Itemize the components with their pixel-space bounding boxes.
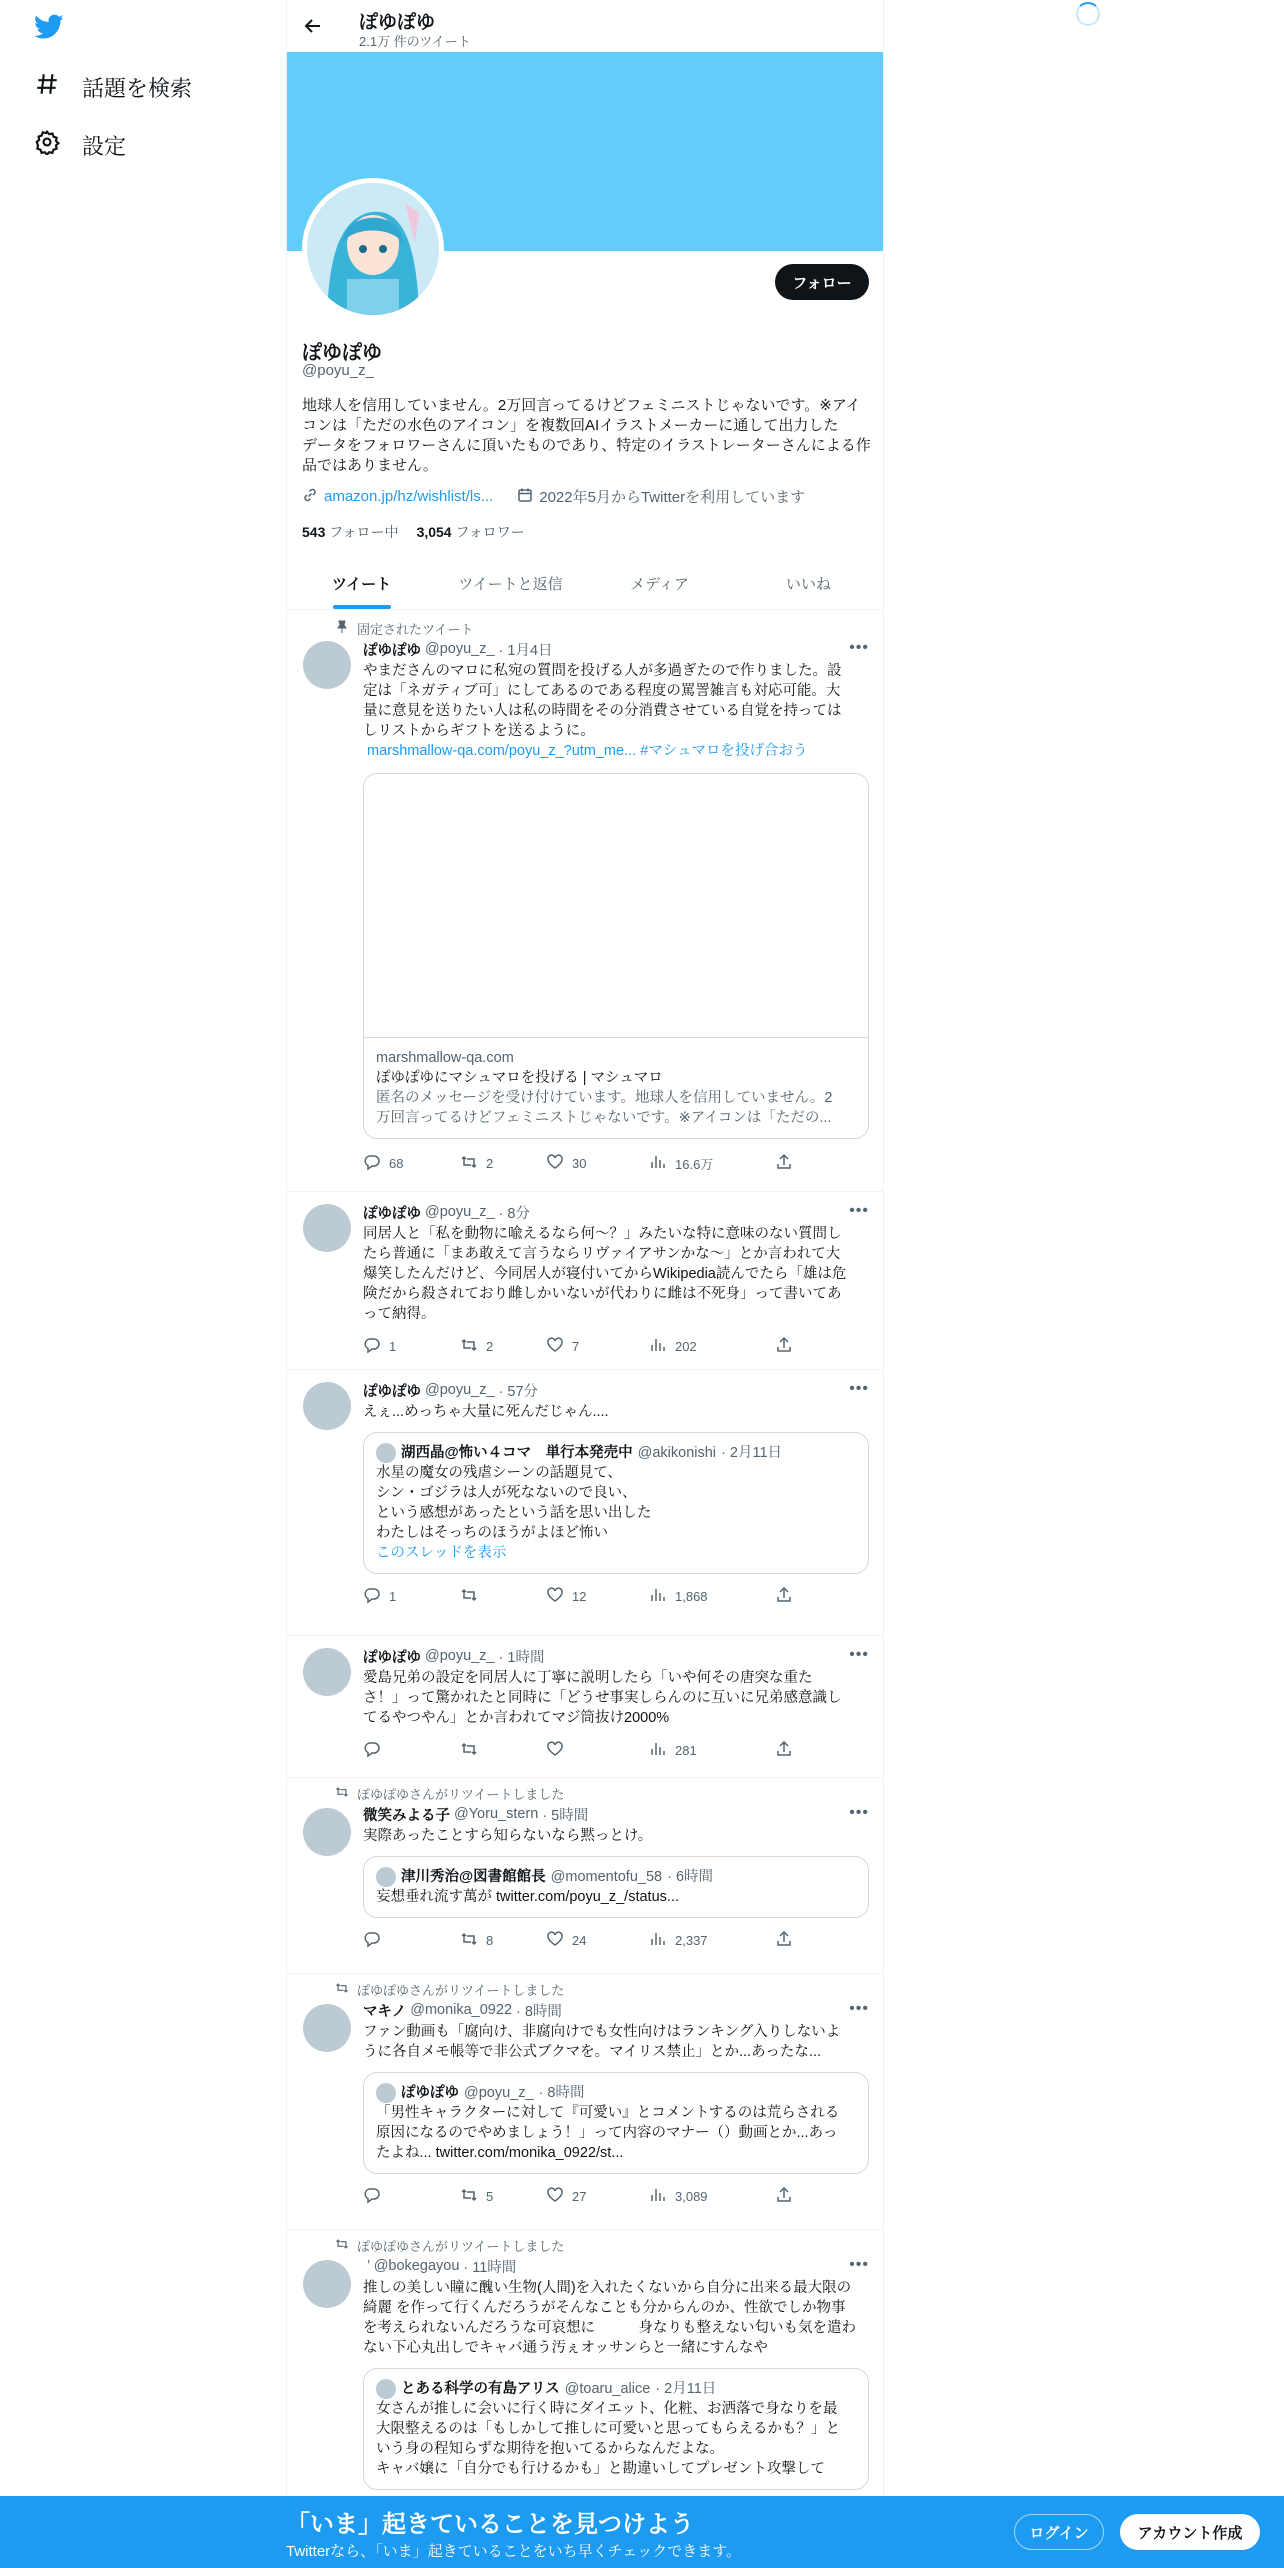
tweet-actions bbox=[363, 1930, 869, 1950]
reply-icon bbox=[363, 1586, 381, 1607]
tweet-actions bbox=[363, 1740, 869, 1760]
following-label: フォロー中 bbox=[329, 524, 399, 540]
follow-button[interactable]: フォロー bbox=[775, 264, 869, 300]
more-icon[interactable]: ••• bbox=[849, 1804, 869, 1821]
reply-button[interactable]: 1 bbox=[363, 1586, 460, 1607]
login-button[interactable]: ログイン bbox=[1014, 2514, 1104, 2550]
share-button[interactable] bbox=[775, 1153, 793, 1174]
retweet-button[interactable]: 8 bbox=[460, 1930, 546, 1951]
tweet-links[interactable]: marshmallow-qa.com/poyu_z_?utm_me... #マシュマロを投げ合おう bbox=[367, 743, 808, 759]
share-button[interactable] bbox=[775, 1930, 793, 1951]
avatar bbox=[376, 1443, 396, 1463]
quote-line: という感想があったという話を思い出した bbox=[376, 1505, 652, 1521]
quote-author-handle: @momentofu_58 bbox=[550, 1869, 663, 1885]
tweet[interactable] bbox=[287, 1778, 883, 1974]
tweet-author-handle[interactable]: @monika_0922 bbox=[410, 2002, 513, 2018]
reply-button[interactable] bbox=[363, 2186, 460, 2207]
tweet-author-handle[interactable]: @Yoru_stern bbox=[454, 1806, 539, 1822]
quote-author-name: とある科学の有島アリス bbox=[401, 2381, 560, 2397]
following-link[interactable] bbox=[302, 522, 399, 542]
pin-icon bbox=[335, 620, 349, 637]
reply-icon bbox=[363, 1153, 381, 1174]
show-thread-link[interactable]: このスレッドを表示 bbox=[376, 1545, 507, 1561]
quote-line: 大限整えるのは「もしかして推しに可愛いと思ってもらえるかも？」と bbox=[376, 2421, 840, 2437]
retweet-icon bbox=[460, 2186, 478, 2207]
quote-author-handle: @akikonishi bbox=[637, 1445, 717, 1461]
quote-line: 水星の魔女の残虐シーンの話題見て、 bbox=[376, 1465, 622, 1481]
like-button[interactable]: 27 bbox=[546, 2186, 649, 2207]
more-icon[interactable]: ••• bbox=[849, 1202, 869, 1219]
followers-label: フォロワー bbox=[455, 524, 525, 540]
profile-joined-date: 2022年5月からTwitterを利用しています bbox=[539, 489, 806, 506]
tweet-text: 実際あったことすら知らないなら黙っとけ。 bbox=[363, 1828, 653, 1844]
link-card-image bbox=[364, 774, 868, 1038]
tweet-author-handle[interactable]: ’ @bokegayou bbox=[367, 2258, 460, 2274]
quoted-tweet[interactable] bbox=[363, 2368, 869, 2490]
signup-bottom-bar bbox=[0, 2496, 1284, 2568]
reply-button[interactable]: 68 bbox=[363, 1153, 460, 1174]
quote-line: 「男性キャラクターに対して『可愛い』とコメントするのは荒らされる bbox=[376, 2105, 840, 2121]
avatar[interactable] bbox=[303, 1808, 351, 1856]
nav-explore-label: 話題を検索 bbox=[82, 75, 193, 101]
tweet-author-name[interactable]: ぽゆぽゆ bbox=[363, 1383, 421, 1400]
quoted-tweet[interactable] bbox=[363, 1856, 869, 1918]
followers-count: 3,054 bbox=[416, 524, 452, 540]
tweet-text: やまださんのマロに私宛の質問を投げる人が多過ぎたので作りました。設 定は「ネガティブ可」にしてあるのである程度の罵詈雑言も対応可能。大 量に意見を送りたい人は私の時間をその分消費させている自覚を持っては しリストからギフトを送るように。 marshmallow-qa.com/poyu_z_?utm_me... #マシュマロを投げ合おう bbox=[363, 661, 869, 761]
retweet-context bbox=[335, 2236, 564, 2255]
retweet-icon bbox=[460, 1586, 478, 1607]
more-icon[interactable]: ••• bbox=[849, 1646, 869, 1663]
heart-icon bbox=[546, 1153, 564, 1174]
tweet-time[interactable]: · 8時間 bbox=[516, 2003, 562, 2020]
back-arrow-icon[interactable] bbox=[303, 16, 323, 41]
tab-media[interactable]: メディア bbox=[630, 576, 689, 593]
more-icon[interactable]: ••• bbox=[849, 1380, 869, 1397]
heart-icon bbox=[546, 1930, 564, 1951]
profile-avatar[interactable] bbox=[302, 178, 444, 320]
heart-icon bbox=[546, 1586, 564, 1607]
quote-time: · 2月11日 bbox=[655, 2381, 717, 2397]
quote-author-name: 湖西晶@怖い４コマ 単行本発売中 bbox=[401, 1445, 633, 1461]
tweet[interactable] bbox=[287, 1636, 883, 1778]
tweet-actions bbox=[363, 1586, 869, 1606]
nav-explore[interactable] bbox=[34, 67, 192, 107]
profile-website-link[interactable]: amazon.jp/hz/wishlist/ls... bbox=[324, 488, 494, 505]
more-icon[interactable]: ••• bbox=[849, 2000, 869, 2017]
pinned-label: 固定されたツイート bbox=[357, 622, 474, 637]
quote-time: · 6時間 bbox=[667, 1869, 714, 1885]
profile-bio bbox=[302, 396, 872, 476]
quote-line: キャバ嬢に「自分でも行けるかも」と勘違いしてプレゼント攻撃して bbox=[376, 2461, 825, 2477]
views-button[interactable]: 16.6万 bbox=[649, 1153, 775, 1174]
tab-tweets[interactable]: ツイート bbox=[287, 558, 436, 609]
tweet-time[interactable]: · 1時間 bbox=[498, 1649, 545, 1666]
quoted-tweet[interactable] bbox=[363, 1432, 869, 1574]
avatar bbox=[376, 1867, 396, 1887]
retweet-context bbox=[335, 1980, 564, 1999]
tweet-actions bbox=[363, 1336, 869, 1356]
quote-line: 女さんが推しに会いに行く時にダイエット、化粧、お洒落で身なりを最 bbox=[376, 2401, 838, 2417]
tweet-text: 愛島兄弟の設定を同居人に丁寧に説明したら「いや何その唐突な重た さ！」って驚かれたと同時に「どうせ事実しらんのに互いに兄弟感意識し てるやつやん」とか言われてマジ筒抜け2000% bbox=[363, 1670, 842, 1726]
retweet-context bbox=[335, 1784, 564, 1803]
loading-spinner-icon bbox=[1076, 2, 1100, 26]
tweet-author-handle[interactable]: @poyu_z_ bbox=[425, 1382, 495, 1398]
reply-icon bbox=[363, 1740, 381, 1761]
quote-line: 妄想垂れ流す萬が twitter.com/poyu_z_/status... bbox=[376, 1889, 679, 1905]
views-button[interactable]: 1,868 bbox=[649, 1586, 775, 1607]
link-card-desc: 万回言ってるけどフェミニストじゃないです。※アイコンは「ただの... bbox=[376, 1110, 832, 1126]
quote-author-name: ぽゆぽゆ bbox=[401, 2085, 459, 2101]
tweet-time[interactable]: · 8分 bbox=[498, 1205, 530, 1222]
like-button[interactable]: 24 bbox=[546, 1930, 649, 1951]
heart-icon bbox=[546, 1336, 564, 1357]
share-icon bbox=[775, 1153, 793, 1174]
retweet-context-label[interactable]: ぽゆぽゆさんがリツイートしました bbox=[357, 1787, 565, 1802]
retweet-button[interactable] bbox=[460, 1740, 546, 1761]
tweet-actions bbox=[363, 2186, 869, 2206]
gear-icon bbox=[34, 129, 60, 161]
nav-settings[interactable] bbox=[34, 125, 126, 165]
avatar[interactable] bbox=[303, 1204, 351, 1252]
tweet-time[interactable]: · 57分 bbox=[498, 1383, 539, 1400]
quote-author-handle: @toaru_alice bbox=[564, 2381, 651, 2397]
tweet-text: 推しの美しい瞳に醜い生物(人間)を入れたくないから自分に出来る最大限の 綺麗 を作って行くんだろうがそんなことも分からんのか、性欲でしか物事 を考えられないんだろうな可哀想に 身なりも整えない匂いも気を遣わ ない下心丸出しでキャバ通う汚ぇオッサンらと一緒にすんなや bbox=[363, 2280, 856, 2356]
tweet-author-handle[interactable]: @poyu_z_ bbox=[425, 1204, 495, 1220]
views-icon bbox=[649, 1586, 667, 1607]
retweet-icon bbox=[460, 1930, 478, 1951]
tweet-author-name[interactable]: マキノ bbox=[363, 2003, 407, 2020]
retweet-button[interactable]: 2 bbox=[460, 1336, 546, 1357]
avatar[interactable] bbox=[303, 1382, 351, 1430]
hashtag-icon bbox=[34, 71, 60, 103]
link-card-domain: marshmallow-qa.com bbox=[376, 1050, 514, 1066]
quote-time: · 2月11日 bbox=[721, 1445, 783, 1461]
bottom-bar-subtitle: Twitterなら、「いま」起きていることをいち早くチェックできます。 bbox=[286, 2543, 742, 2560]
avatar[interactable] bbox=[303, 641, 351, 689]
retweet-context-label[interactable]: ぽゆぽゆさんがリツイートしました bbox=[357, 1983, 565, 1998]
bottom-bar-title: 「いま」起きていることを見つけよう bbox=[286, 2511, 694, 2538]
tab-likes[interactable]: いいね bbox=[785, 576, 831, 593]
twitter-logo-icon[interactable] bbox=[34, 14, 64, 45]
share-icon bbox=[775, 1336, 793, 1357]
views-icon bbox=[649, 1930, 667, 1951]
like-button[interactable]: 7 bbox=[546, 1336, 649, 1357]
reply-button[interactable] bbox=[363, 1740, 460, 1761]
tweet-text: ファン動画も「腐向け、非腐向けでも女性向けはランキング入りしないよ うに各自メモ帳等で非公式ブクマを。マイリス禁止」とか...あったな... bbox=[363, 2024, 841, 2060]
share-icon bbox=[775, 1586, 793, 1607]
link-icon bbox=[302, 487, 318, 507]
views-icon bbox=[649, 2186, 667, 2207]
like-button[interactable] bbox=[546, 1740, 649, 1761]
tweet-time[interactable]: · 11時間 bbox=[463, 2259, 517, 2276]
bio-line: データをフォロワーさんに頂いたものであり、特定のイラストレーターさんによる作 bbox=[302, 437, 871, 454]
nav-settings-label: 設定 bbox=[82, 133, 127, 159]
reply-icon bbox=[363, 1336, 381, 1357]
tweet-actions bbox=[363, 1153, 869, 1173]
bio-line: 地球人を信用していません。2万回言ってるけどフェミニストじゃないです。※アイ bbox=[302, 397, 861, 414]
avatar[interactable] bbox=[303, 2260, 351, 2308]
like-button[interactable]: 12 bbox=[546, 1586, 649, 1607]
tweet-text: 同居人と「私を動物に喩えるなら何〜？」みたいな特に意味のない質問し たら普通に「まあ敢えて言うならリヴァイアサンかな〜」とか言われて大 爆笑したんだけど、今同居人が寝付いてからWikipedia読んでたら「雄は危 険だから殺されており雌しかいないが代わりに雌は不死身」って書いてあ って納得。 bbox=[363, 1226, 847, 1322]
heart-icon bbox=[546, 2186, 564, 2207]
retweet-icon bbox=[335, 2237, 349, 2254]
share-icon bbox=[775, 1740, 793, 1761]
quote-author-name: 津川秀治@図書館館長 bbox=[401, 1869, 546, 1885]
tweet-author-handle[interactable]: @poyu_z_ bbox=[425, 641, 495, 657]
header-title: ぽゆぽゆ bbox=[359, 12, 436, 33]
followers-link[interactable] bbox=[417, 522, 525, 542]
avatar bbox=[376, 2083, 396, 2103]
avatar[interactable] bbox=[303, 1648, 351, 1696]
retweet-button[interactable]: 5 bbox=[460, 2186, 546, 2207]
views-icon bbox=[649, 1153, 667, 1174]
profile-tabs bbox=[287, 558, 883, 610]
tweet[interactable] bbox=[287, 1370, 883, 1636]
share-button[interactable] bbox=[775, 1336, 793, 1357]
tweet-author-name[interactable]: ぽゆぽゆ bbox=[363, 1649, 421, 1666]
quote-line: たよね... twitter.com/monika_0922/st... bbox=[376, 2145, 624, 2161]
tweet-author-name[interactable]: ぽゆぽゆ bbox=[363, 642, 421, 659]
heart-icon bbox=[546, 1740, 564, 1761]
retweet-icon bbox=[460, 1740, 478, 1761]
quote-line: わたしはそっちのほうがよほど怖い bbox=[376, 1525, 608, 1541]
tweet-text: えぇ...めっちゃ大量に死んだじゃん.... bbox=[363, 1404, 609, 1420]
reply-button[interactable] bbox=[363, 1930, 460, 1951]
retweet-icon bbox=[460, 1336, 478, 1357]
tweet-author-name[interactable]: ぽゆぽゆ bbox=[363, 1205, 421, 1222]
reply-button[interactable]: 1 bbox=[363, 1336, 460, 1357]
tweet-author-name[interactable]: 微笑みよる子 bbox=[363, 1807, 450, 1824]
link-card[interactable] bbox=[363, 773, 869, 1139]
calendar-icon bbox=[517, 487, 533, 507]
retweet-button[interactable]: 2 bbox=[460, 1153, 546, 1174]
pinned-context bbox=[335, 619, 473, 638]
left-nav bbox=[0, 0, 286, 2568]
retweet-button[interactable] bbox=[460, 1586, 546, 1607]
share-button[interactable] bbox=[775, 1586, 793, 1607]
quote-line: 原因になるのでやめましょう！」って内容のマナー（）動画とか...あっ bbox=[376, 2125, 838, 2141]
share-icon bbox=[775, 1930, 793, 1951]
tweet[interactable] bbox=[287, 611, 883, 1192]
retweet-icon bbox=[335, 1785, 349, 1802]
avatar bbox=[376, 2379, 396, 2399]
quote-author-handle: @poyu_z_ bbox=[464, 2085, 534, 2101]
tab-tweets-and-replies[interactable]: ツイートと返信 bbox=[458, 576, 563, 593]
like-button[interactable]: 30 bbox=[546, 1153, 649, 1174]
tweet-count: 2.1万 件のツイート bbox=[359, 34, 471, 49]
profile-stats bbox=[302, 522, 525, 542]
more-icon[interactable]: ••• bbox=[849, 2256, 869, 2273]
views-button[interactable]: 202 bbox=[649, 1336, 775, 1357]
link-card-desc: 匿名のメッセージを受け付けています。地球人を信用していません。2 bbox=[376, 1090, 833, 1106]
reply-icon bbox=[363, 2186, 381, 2207]
avatar[interactable] bbox=[303, 2004, 351, 2052]
tweet-author-handle[interactable]: @poyu_z_ bbox=[425, 1648, 495, 1664]
retweet-context-label[interactable]: ぽゆぽゆさんがリツイートしました bbox=[357, 2239, 565, 2254]
views-button[interactable]: 281 bbox=[649, 1740, 775, 1761]
reply-icon bbox=[363, 1930, 381, 1951]
views-button[interactable]: 3,089 bbox=[649, 2186, 775, 2207]
quote-line: シン・ゴジラは人が死なないので良い、 bbox=[376, 1485, 637, 1501]
following-count: 543 bbox=[302, 524, 326, 540]
retweet-icon bbox=[460, 1153, 478, 1174]
share-button[interactable] bbox=[775, 2186, 793, 2207]
profile-header bbox=[287, 0, 883, 52]
views-button[interactable]: 2,337 bbox=[649, 1930, 775, 1951]
quote-line: いう身の程知らずな期待を抱いてるからなんだよな。 bbox=[376, 2441, 724, 2457]
profile-meta bbox=[302, 486, 805, 507]
more-icon[interactable]: ••• bbox=[849, 639, 869, 656]
bio-line: 品ではありません。 bbox=[302, 457, 438, 474]
quote-time: · 8時間 bbox=[538, 2085, 585, 2101]
share-icon bbox=[775, 2186, 793, 2207]
views-icon bbox=[649, 1336, 667, 1357]
bio-line: コンは「ただの水色のアイコン」を複数回AIイラストメーカーに通して出力した bbox=[302, 417, 839, 434]
tweet[interactable] bbox=[287, 1192, 883, 1370]
share-button[interactable] bbox=[775, 1740, 793, 1761]
tweet-time[interactable]: · 5時間 bbox=[542, 1807, 589, 1824]
main-column bbox=[286, 0, 884, 2568]
views-icon bbox=[649, 1740, 667, 1761]
tweet[interactable] bbox=[287, 1974, 883, 2230]
tweet-time[interactable]: · 1月4日 bbox=[498, 642, 553, 659]
signup-button[interactable]: アカウント作成 bbox=[1120, 2514, 1260, 2550]
profile-display-name: ぽゆぽゆ bbox=[302, 342, 382, 364]
retweet-icon bbox=[335, 1981, 349, 1998]
quoted-tweet[interactable] bbox=[363, 2072, 869, 2174]
link-card-title: ぽゆぽゆにマシュマロを投げる | マシュマロ bbox=[376, 1070, 663, 1086]
profile-handle: @poyu_z_ bbox=[302, 362, 374, 379]
